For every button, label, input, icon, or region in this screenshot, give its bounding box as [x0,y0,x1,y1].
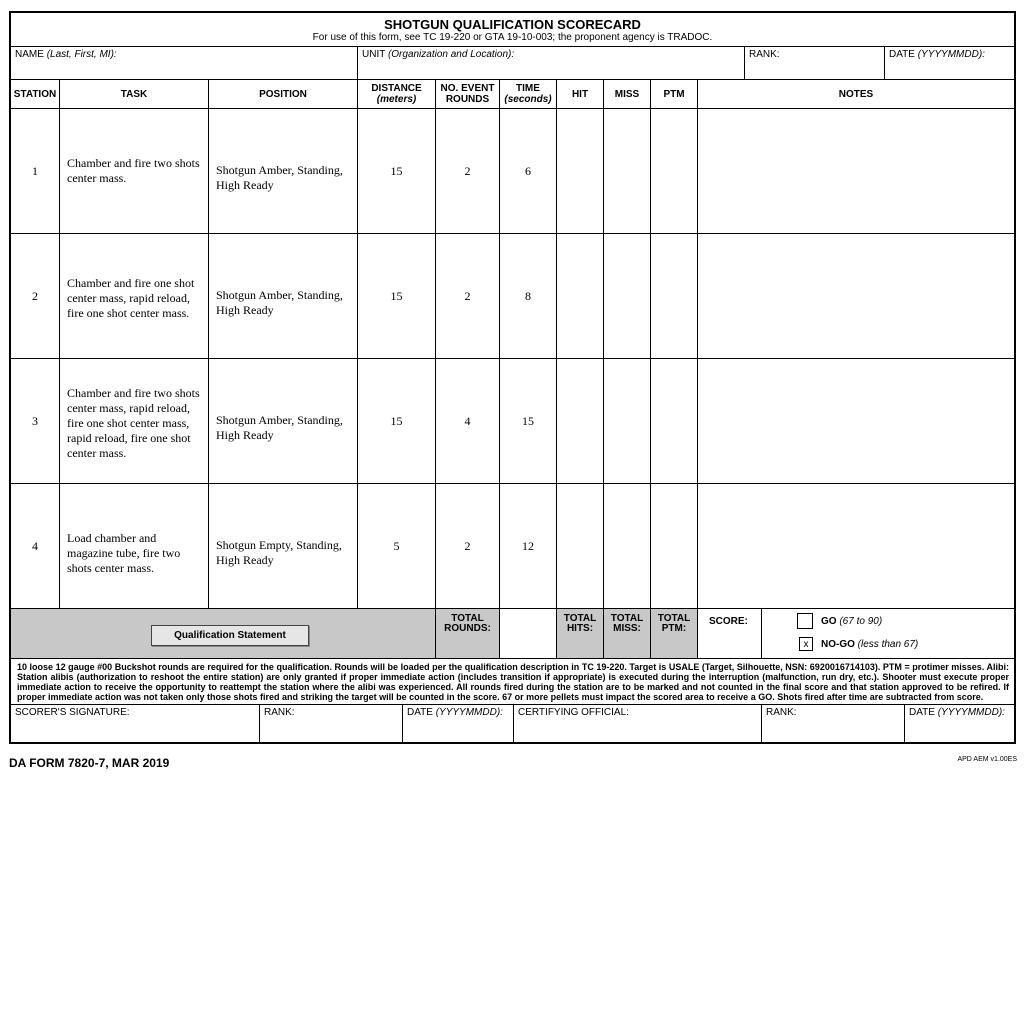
col-hit: HIT [557,80,604,108]
col-station: STATION [11,80,60,108]
score-options [762,609,1014,658]
go-checkbox[interactable] [797,613,813,629]
col-notes: NOTES [838,88,874,100]
station-number: 2 [11,234,60,358]
station-time: 15 [500,359,557,483]
station-hit-field[interactable] [557,484,604,608]
qualification-instructions: 10 loose 12 gauge #00 Buckshot rounds are required for the qualification. Rounds will be loaded per the qualification description in TC 19-220. Target is USALE (Target, Silhouette, NSN: 6920016714103). PTM = protimer misses. Alibi: Station alibis (authorization to reshoot the entire station) are only granted if proper immediate action (includes transition if appropriate) is executed during the interruption (malfunction, run dry, etc.). Shooter must execute proper immediate action to receive the opportunity to reattempt the station where the alibi was experienced. All rounds fired during the station are to be marked and not counted in the final score and that station approved to be refired. If proper immediate action was not taken only those shots fired and striking the target will be counted in the score. 67 or more pellets must impact the scored area to receive a GO. Shots fired after time are subtracted from score. [11,659,1014,705]
form-number: DA FORM 7820-7, MAR 2019 [9,756,170,770]
qualification-statement-button[interactable]: Qualification Statement [151,625,309,646]
station-time: 8 [500,234,557,358]
station-rounds: 4 [436,359,500,483]
col-position: POSITION [209,80,358,108]
name-field[interactable]: NAME (Last, First, MI): [11,47,358,79]
station-miss-field[interactable] [604,359,651,483]
station-row [11,109,1014,234]
score-label: SCORE: [698,609,762,658]
station-row [11,484,1014,609]
nogo-option: x NO-GO (less than 67) [799,637,918,651]
station-ptm-field[interactable] [651,359,698,483]
station-task: Chamber and fire two shots center mass, rapid reload, fire one shot center mass, rapid reload, fire one shot center mass. [60,359,209,483]
score-area [698,609,1014,658]
station-notes-field[interactable] [698,484,1014,608]
station-task: Chamber and fire one shot center mass, rapid reload, fire one shot center mass. [60,234,209,358]
station-time: 6 [500,109,557,233]
station-rounds: 2 [436,484,500,608]
column-header-row [11,80,1014,109]
form-subtitle: For use of this form, see TC 19-220 or GTA 19-10-003; the proponent agency is TRADOC. [312,32,713,43]
total-miss[interactable]: TOTAL MISS: [604,609,651,658]
station-hit-field[interactable] [557,359,604,483]
official-rank-field[interactable]: RANK: [762,705,905,742]
go-option: GO (67 to 90) [797,613,882,629]
station-number: 4 [11,484,60,608]
totals-row [11,609,1014,659]
scorer-date-field[interactable]: DATE (YYYYMMDD): [403,705,514,742]
station-position: Shotgun Empty, Standing, High Ready [209,484,358,608]
station-rounds: 2 [436,234,500,358]
scorer-rank-field[interactable]: RANK: [260,705,403,742]
station-position: Shotgun Amber, Standing, High Ready [209,234,358,358]
station-number: 1 [11,109,60,233]
station-distance: 5 [358,484,436,608]
form-title: SHOTGUN QUALIFICATION SCORECARD [384,17,641,32]
station-number: 3 [11,359,60,483]
col-rounds: NO. EVENT ROUNDS [436,80,500,108]
total-hits[interactable]: TOTAL HITS: [557,609,604,658]
rank-field[interactable]: RANK: [745,47,885,79]
identification-row [11,47,1014,80]
station-notes-field[interactable] [698,234,1014,358]
station-task: Load chamber and magazine tube, fire two shots center mass. [60,484,209,608]
nogo-checkbox[interactable]: x [799,637,813,651]
official-date-field[interactable]: DATE (YYYYMMDD): [909,707,1005,718]
scorer-signature-field[interactable]: SCORER'S SIGNATURE: [11,705,260,742]
station-notes-field[interactable] [698,109,1014,233]
station-notes-field[interactable] [698,359,1014,483]
certifying-official-field[interactable]: CERTIFYING OFFICIAL: [514,705,762,742]
station-task: Chamber and fire two shots center mass. [60,109,209,233]
station-row [11,359,1014,484]
station-row [11,234,1014,359]
station-hit-field[interactable] [557,109,604,233]
col-miss: MISS [604,80,651,108]
col-distance: DISTANCE (meters) [358,80,436,108]
date-field[interactable]: DATE (YYYYMMDD): [889,49,985,60]
form-version: APD AEM v1.00ES [957,756,1017,763]
station-ptm-field[interactable] [651,109,698,233]
station-position: Shotgun Amber, Standing, High Ready [209,109,358,233]
station-position: Shotgun Amber, Standing, High Ready [209,359,358,483]
station-hit-field[interactable] [557,234,604,358]
station-ptm-field[interactable] [651,484,698,608]
station-miss-field[interactable] [604,234,651,358]
total-rounds-label: TOTAL ROUNDS: [436,609,500,658]
form-header [11,13,1014,47]
station-ptm-field[interactable] [651,234,698,358]
col-time: TIME (seconds) [500,80,557,108]
unit-field[interactable]: UNIT (Organization and Location): [358,47,745,79]
col-ptm: PTM [651,80,698,108]
col-task: TASK [60,80,209,108]
signature-row [11,705,1014,742]
total-rounds-field[interactable] [500,609,557,658]
station-miss-field[interactable] [604,484,651,608]
station-distance: 15 [358,109,436,233]
station-rounds: 2 [436,109,500,233]
qualification-statement-area [11,609,436,658]
station-miss-field[interactable] [604,109,651,233]
total-ptm[interactable]: TOTAL PTM: [651,609,698,658]
station-distance: 15 [358,234,436,358]
scorecard-form [9,11,1016,744]
station-rows [11,109,1014,609]
station-distance: 15 [358,359,436,483]
station-time: 12 [500,484,557,608]
